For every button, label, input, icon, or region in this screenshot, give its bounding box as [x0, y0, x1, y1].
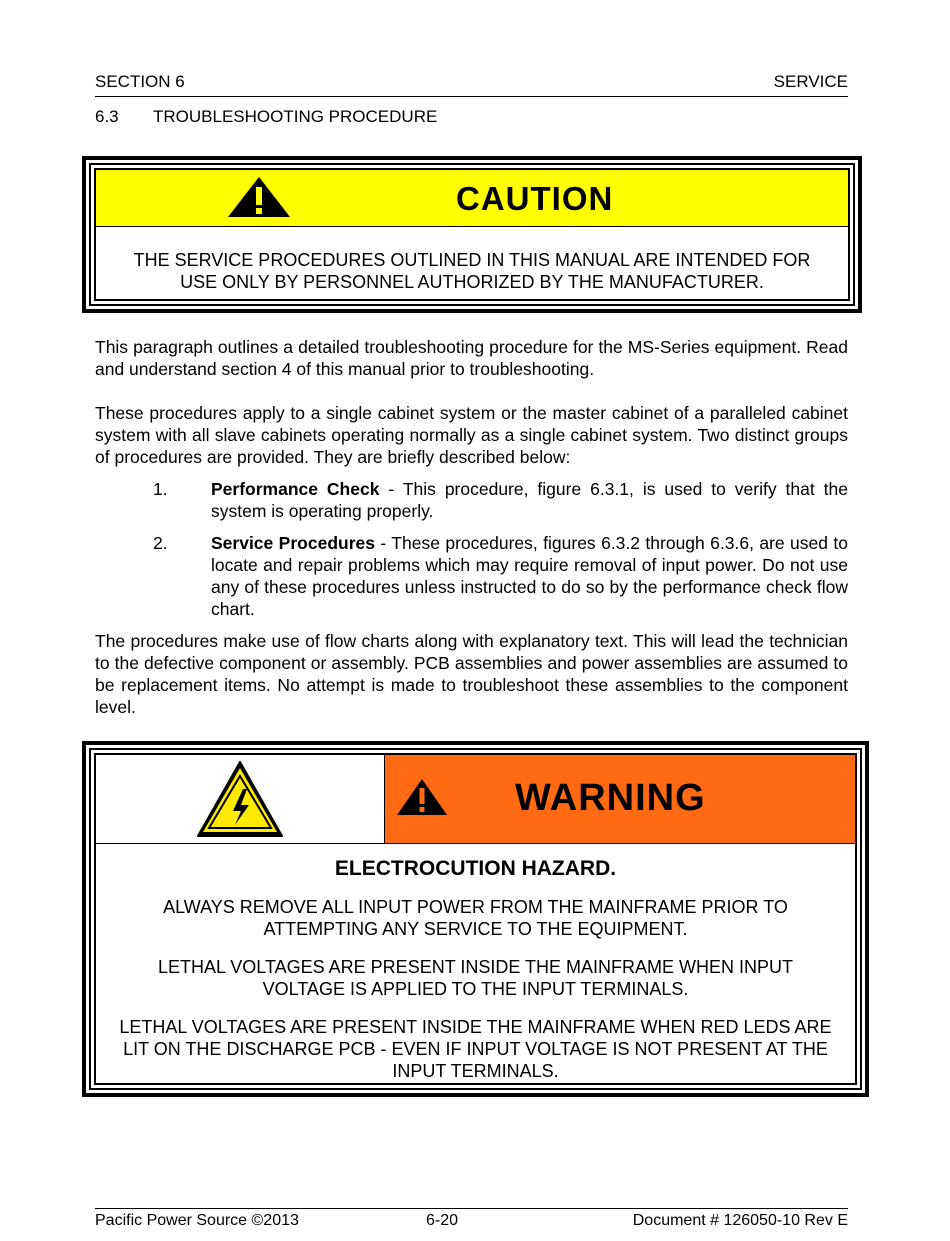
caution-line-2: USE ONLY BY PERSONNEL AUTHORIZED BY THE MANUFACTURER.	[180, 272, 764, 292]
paragraph-intro: This paragraph outlines a detailed troubleshooting procedure for the MS-Series equipment. Read and understand section 4 of this manual prior to troubleshooting.	[95, 337, 848, 379]
page-footer	[95, 1208, 848, 1229]
list-text	[211, 532, 848, 620]
warning-body	[96, 858, 855, 1082]
warning-box	[82, 741, 869, 1097]
paragraph-flowcharts: The procedures make use of flow charts along with explanatory text. This will lead the technician to the defective component or assembly. PCB assemblies and power assemblies are assumed to be replacement items. No attempt is made to troubleshoot these assemblies to the component level.	[95, 631, 848, 717]
list-number: 1.	[153, 479, 168, 499]
warning-header	[96, 755, 855, 844]
list-description: - These procedures, figures 6.3.2 through 6.3.6, are used to locate and repair problems which may require removal of input power. Do not use any of these procedures unless instructed to do so by the performance check flow chart.	[211, 533, 849, 619]
warning-label-cell	[385, 755, 855, 843]
paragraph-scope: These procedures apply to a single cabinet system or the master cabinet of a paralleled cabinet system with all slave cabinets operating normally as a single cabinet system. Two distinct groups of procedures are provided. They are briefly described below:	[95, 403, 848, 467]
high-voltage-icon	[195, 759, 285, 839]
warning-label: WARNING	[515, 777, 706, 819]
caution-label: CAUTION	[456, 180, 614, 217]
warning-title: ELECTROCUTION HAZARD.	[334, 857, 617, 880]
caution-text	[96, 227, 848, 293]
page-header	[95, 72, 848, 97]
caution-header	[96, 170, 848, 227]
warning-text-3: LETHAL VOLTAGES ARE PRESENT INSIDE THE MAINFRAME WHEN RED LEDS ARE LIT ON THE DISCHARGE PCB - EVEN IF INPUT VOLTAGE IS NOT PRESENT AT THE INPUT TERMINALS.	[119, 1017, 832, 1081]
warning-triangle-icon	[226, 175, 292, 219]
list-number: 2.	[153, 533, 168, 553]
header-section: SECTION 6	[95, 72, 185, 91]
header-chapter: SERVICE	[773, 72, 848, 91]
list-term: Performance Check	[211, 479, 380, 499]
section-heading: TROUBLESHOOTING PROCEDURE	[153, 107, 438, 126]
section-number: 6.3	[95, 107, 119, 126]
caution-line-1: THE SERVICE PROCEDURES OUTLINED IN THIS MANUAL ARE INTENDED FOR	[133, 250, 811, 270]
warning-text-1: ALWAYS REMOVE ALL INPUT POWER FROM THE MAINFRAME PRIOR TO ATTEMPTING ANY SERVICE TO THE EQUIPMENT.	[163, 897, 788, 939]
footer-copyright: Pacific Power Source ©2013	[95, 1212, 299, 1229]
list-description: - This procedure, figure 6.3.1, is used to verify that the system is operating properly.	[211, 479, 848, 521]
section-title	[95, 107, 437, 127]
list-text	[211, 478, 848, 522]
footer-page-number: 6-20	[426, 1212, 459, 1229]
warning-text-2: LETHAL VOLTAGES ARE PRESENT INSIDE THE MAINFRAME WHEN INPUT VOLTAGE IS APPLIED TO THE INPUT TERMINALS.	[157, 957, 794, 999]
warning-triangle-icon	[395, 777, 449, 817]
warning-symbol-cell	[96, 755, 385, 843]
footer-document-number: Document # 126050-10 Rev E	[632, 1212, 848, 1229]
caution-box	[82, 156, 862, 313]
list-term: Service Procedures	[211, 533, 375, 553]
